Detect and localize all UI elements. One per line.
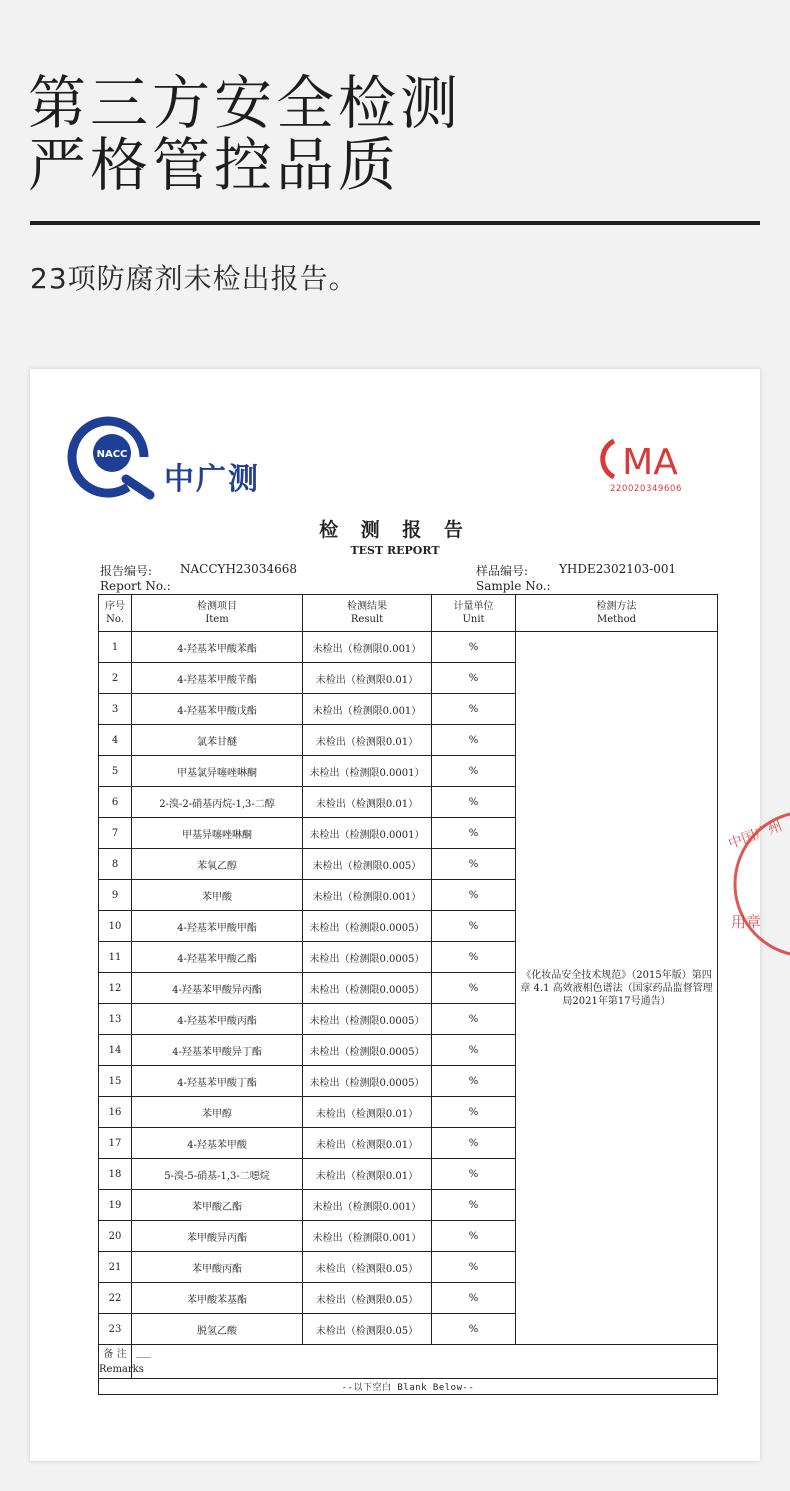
cell-result: 未检出（检测限0.0005） [303, 942, 432, 973]
cell-no: 2 [99, 663, 132, 694]
header-result: 检测结果 Result [303, 595, 432, 632]
report-title-cn: 检 测 报 告 [319, 519, 471, 541]
nacc-logo [68, 413, 288, 505]
cell-unit: % [432, 880, 516, 911]
cell-item: 2-溴-2-硝基丙烷-1,3-二醇 [132, 787, 303, 818]
cell-item: 4-羟基苯甲酸丙酯 [132, 1004, 303, 1035]
cell-result: 未检出（检测限0.01） [303, 725, 432, 756]
table-header-row [99, 595, 718, 632]
cell-item: 4-羟基苯甲酸丁酯 [132, 1066, 303, 1097]
cell-result: 未检出（检测限0.01） [303, 1128, 432, 1159]
cell-result: 未检出（检测限0.0005） [303, 1035, 432, 1066]
cell-result: 未检出（检测限0.0005） [303, 911, 432, 942]
cell-item: 脱氢乙酸 [132, 1314, 303, 1345]
cell-no: 10 [99, 911, 132, 942]
cell-result: 未检出（检测限0.0005） [303, 973, 432, 1004]
report-no-label-en: Report No.: [100, 579, 171, 593]
cell-result: 未检出（检测限0.0005） [303, 1066, 432, 1097]
cell-no: 6 [99, 787, 132, 818]
sample-no-label-cn: 样品编号: [476, 564, 529, 578]
cell-no: 1 [99, 632, 132, 663]
cell-item: 4-羟基苯甲酸 [132, 1128, 303, 1159]
cell-unit: % [432, 787, 516, 818]
cell-unit: % [432, 725, 516, 756]
report-no-value: NACCYH23034668 [180, 562, 297, 576]
cell-result: 未检出（检测限0.001） [303, 880, 432, 911]
cell-method: 《化妆品安全技术规范》（2015年版）第四章 4.1 高效液相色谱法（国家药品监督管理局2021年第17号通告） [516, 632, 718, 1345]
header-item: 检测项目 Item [132, 595, 303, 632]
cell-unit: % [432, 1066, 516, 1097]
cell-unit: % [432, 1221, 516, 1252]
cell-no: 7 [99, 818, 132, 849]
header-method: 检测方法 Method [516, 595, 718, 632]
cell-no: 4 [99, 725, 132, 756]
hero-divider [30, 221, 760, 225]
cell-no: 15 [99, 1066, 132, 1097]
cell-result: 未检出（检测限0.001） [303, 1221, 432, 1252]
cell-unit: % [432, 1283, 516, 1314]
table-row [99, 632, 718, 663]
cell-result: 未检出（检测限0.05） [303, 1252, 432, 1283]
cma-number: 220020349606 [609, 484, 683, 494]
cell-result: 未检出（检测限0.01） [303, 1159, 432, 1190]
cell-no: 11 [99, 942, 132, 973]
cell-result: 未检出（检测限0.001） [303, 1190, 432, 1221]
cell-item: 4-羟基苯甲酸苄酯 [132, 663, 303, 694]
cell-unit: % [432, 1097, 516, 1128]
cell-item: 4-羟基苯甲酸乙酯 [132, 942, 303, 973]
cell-no: 3 [99, 694, 132, 725]
header-no: 序号 No. [99, 595, 132, 632]
blank-below-row [99, 1379, 718, 1395]
cell-unit: % [432, 973, 516, 1004]
cell-no: 18 [99, 1159, 132, 1190]
cell-item: 苯甲酸异丙酯 [132, 1221, 303, 1252]
cell-result: 未检出（检测限0.005） [303, 849, 432, 880]
cell-unit: % [432, 818, 516, 849]
hero-title-line2: 严格管控品质 [28, 131, 401, 199]
cell-unit: % [432, 1035, 516, 1066]
sample-no-value: YHDE2302103-001 [559, 562, 677, 576]
cell-no: 14 [99, 1035, 132, 1066]
cell-item: 苯甲醇 [132, 1097, 303, 1128]
cell-item: 氯苯甘醚 [132, 725, 303, 756]
cell-unit: % [432, 849, 516, 880]
cell-item: 4-羟基苯甲酸戊酯 [132, 694, 303, 725]
cell-item: 4-羟基苯甲酸异丙酯 [132, 973, 303, 1004]
hero-title [28, 69, 463, 199]
cell-item: 甲基异噻唑啉酮 [132, 818, 303, 849]
blank-below-text: --以下空白 Blank Below-- [99, 1379, 718, 1395]
cell-item: 苯甲酸乙酯 [132, 1190, 303, 1221]
cell-result: 未检出（检测限0.0005） [303, 1004, 432, 1035]
cell-unit: % [432, 1252, 516, 1283]
cell-item: 苯甲酸苯基酯 [132, 1283, 303, 1314]
seal-text: 中国广州 [726, 818, 785, 853]
cma-text: MA [622, 442, 678, 483]
cell-result: 未检出（检测限0.0001） [303, 818, 432, 849]
test-results-table [98, 594, 718, 1395]
cell-no: 22 [99, 1283, 132, 1314]
header-unit: 计量单位 Unit [432, 595, 516, 632]
report-no-label-cn: 报告编号: [100, 564, 153, 578]
cell-no: 19 [99, 1190, 132, 1221]
cell-no: 20 [99, 1221, 132, 1252]
cell-item: 苯甲酸 [132, 880, 303, 911]
cell-unit: % [432, 1190, 516, 1221]
cell-no: 23 [99, 1314, 132, 1345]
seal-text-2: 用章 [731, 913, 762, 931]
cell-result: 未检出（检测限0.05） [303, 1314, 432, 1345]
test-report-document [30, 369, 785, 1461]
cell-no: 5 [99, 756, 132, 787]
cell-result: 未检出（检测限0.001） [303, 632, 432, 663]
cell-unit: % [432, 942, 516, 973]
cell-item: 苯甲酸丙酯 [132, 1252, 303, 1283]
cma-mark [600, 431, 692, 495]
hero-subtitle: 23项防腐剂未检出报告。 [30, 262, 358, 295]
hero-title-line1: 第三方安全检测 [28, 69, 463, 137]
cell-item: 4-羟基苯甲酸苯酯 [132, 632, 303, 663]
cell-unit: % [432, 694, 516, 725]
cell-unit: % [432, 756, 516, 787]
cell-no: 21 [99, 1252, 132, 1283]
remarks-value: ___ [132, 1345, 718, 1379]
cell-unit: % [432, 1004, 516, 1035]
cell-no: 8 [99, 849, 132, 880]
report-title-en: TEST REPORT [350, 544, 440, 557]
cell-no: 12 [99, 973, 132, 1004]
cell-unit: % [432, 911, 516, 942]
cell-no: 16 [99, 1097, 132, 1128]
cell-item: 4-羟基苯甲酸甲酯 [132, 911, 303, 942]
cell-result: 未检出（检测限0.01） [303, 663, 432, 694]
cell-item: 甲基氯异噻唑啉酮 [132, 756, 303, 787]
cell-unit: % [432, 632, 516, 663]
logo-name-text: 中广测 [164, 462, 260, 497]
cell-no: 17 [99, 1128, 132, 1159]
cell-item: 5-溴-5-硝基-1,3-二噁烷 [132, 1159, 303, 1190]
remarks-label: 备 注 Remarks [99, 1345, 132, 1379]
cell-result: 未检出（检测限0.01） [303, 787, 432, 818]
cell-item: 苯氧乙醇 [132, 849, 303, 880]
cell-result: 未检出（检测限0.01） [303, 1097, 432, 1128]
logo-badge-text: NACC [96, 449, 128, 460]
cell-result: 未检出（检测限0.001） [303, 694, 432, 725]
cell-no: 13 [99, 1004, 132, 1035]
cell-no: 9 [99, 880, 132, 911]
cell-item: 4-羟基苯甲酸异丁酯 [132, 1035, 303, 1066]
sample-no-label-en: Sample No.: [476, 579, 551, 593]
cell-unit: % [432, 663, 516, 694]
cell-unit: % [432, 1128, 516, 1159]
cell-result: 未检出（检测限0.05） [303, 1283, 432, 1314]
cell-unit: % [432, 1314, 516, 1345]
official-seal [725, 809, 785, 959]
cell-result: 未检出（检测限0.0001） [303, 756, 432, 787]
cell-unit: % [432, 1159, 516, 1190]
remarks-row [99, 1345, 718, 1379]
